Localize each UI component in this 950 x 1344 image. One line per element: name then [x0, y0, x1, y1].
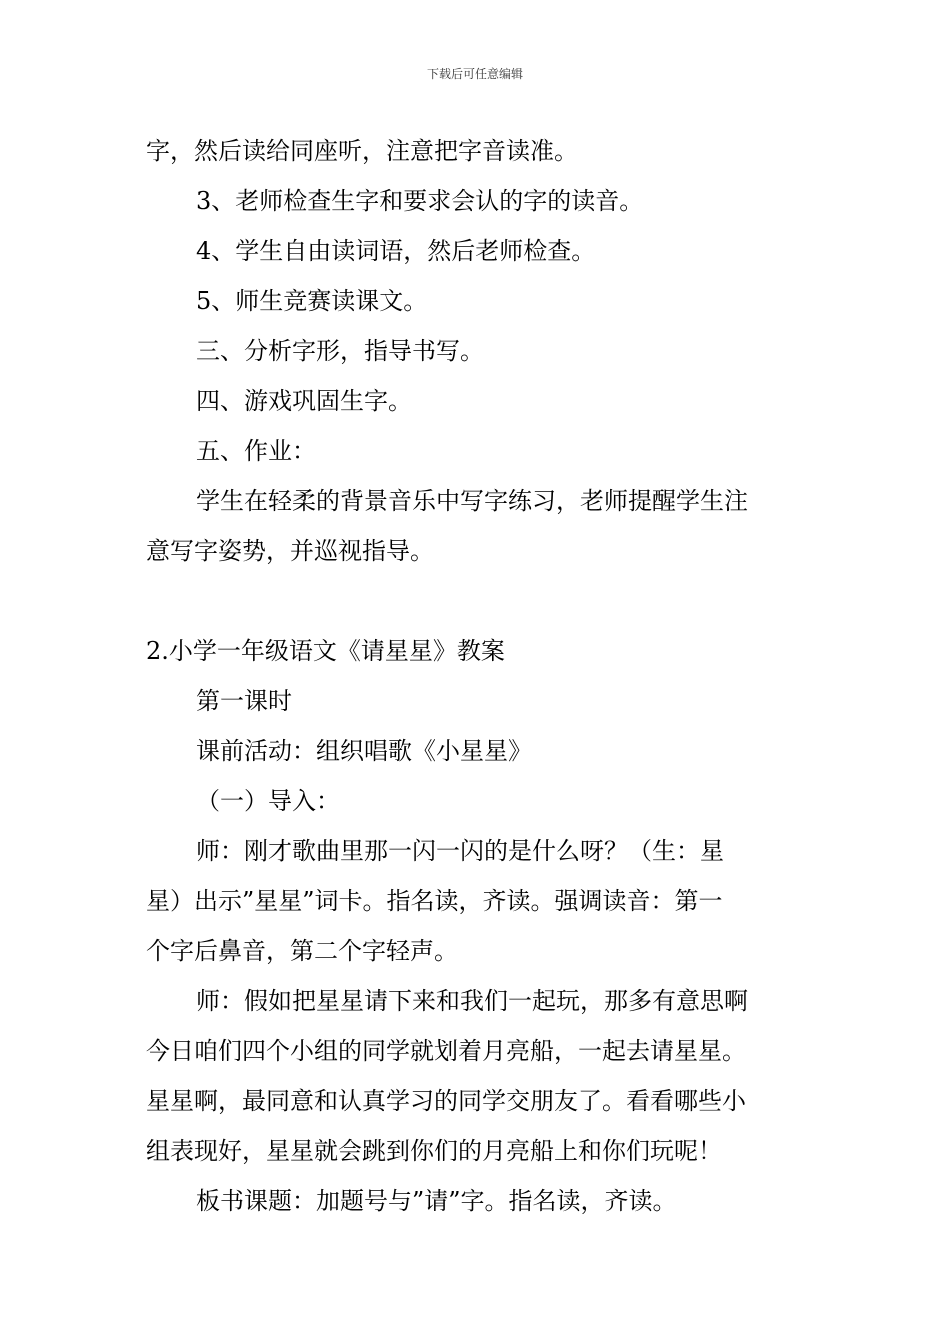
paragraph-line: 个字后鼻音，第二个字轻声。: [146, 937, 458, 965]
paragraph-line: 课前活动：组织唱歌《小星星》: [196, 737, 532, 765]
section-heading: 四、游戏巩固生字。: [196, 387, 412, 415]
document-title: 2.小学一年级语文《请星星》教案: [146, 637, 505, 665]
section-heading: （一）导入：: [196, 787, 340, 815]
paragraph-line: 学生在轻柔的背景音乐中写字练习，老师提醒学生注: [196, 487, 748, 515]
paragraph-line: 今日咱们四个小组的同学就划着月亮船，一起去请星星。: [146, 1037, 746, 1065]
paragraph-line: 星）出示”星星”词卡。指名读，齐读。强调读音：第一: [146, 887, 723, 915]
paragraph-line: 字，然后读给同座听，注意把字音读准。: [146, 137, 578, 165]
section-heading: 三、分析字形，指导书写。: [196, 337, 484, 365]
paragraph-line: 师：假如把星星请下来和我们一起玩，那多有意思啊: [196, 987, 748, 1015]
paragraph-line: 4、学生自由读词语，然后老师检查。: [196, 237, 596, 265]
document-body: [146, 126, 808, 1226]
paragraph-line: 意写字姿势，并巡视指导。: [146, 537, 434, 565]
paragraph-gap: [146, 576, 808, 626]
paragraph-line: 3、老师检查生字和要求会认的字的读音。: [196, 187, 644, 215]
section-heading: 五、作业：: [196, 437, 316, 465]
paragraph-line: 师：刚才歌曲里那一闪一闪的是什么呀？（生：星: [196, 837, 724, 865]
paragraph-line: 5、师生竞赛读课文。: [196, 287, 428, 315]
paragraph-line: 星星啊，最同意和认真学习的同学交朋友了。看看哪些小: [146, 1087, 746, 1115]
paragraph-line: 组表现好，星星就会跳到你们的月亮船上和你们玩呢！: [146, 1137, 722, 1165]
lesson-period: 第一课时: [196, 687, 292, 715]
page-header: 下载后可任意编辑: [426, 67, 523, 81]
paragraph-line: 板书课题：加题号与”请”字。指名读，齐读。: [196, 1187, 677, 1215]
